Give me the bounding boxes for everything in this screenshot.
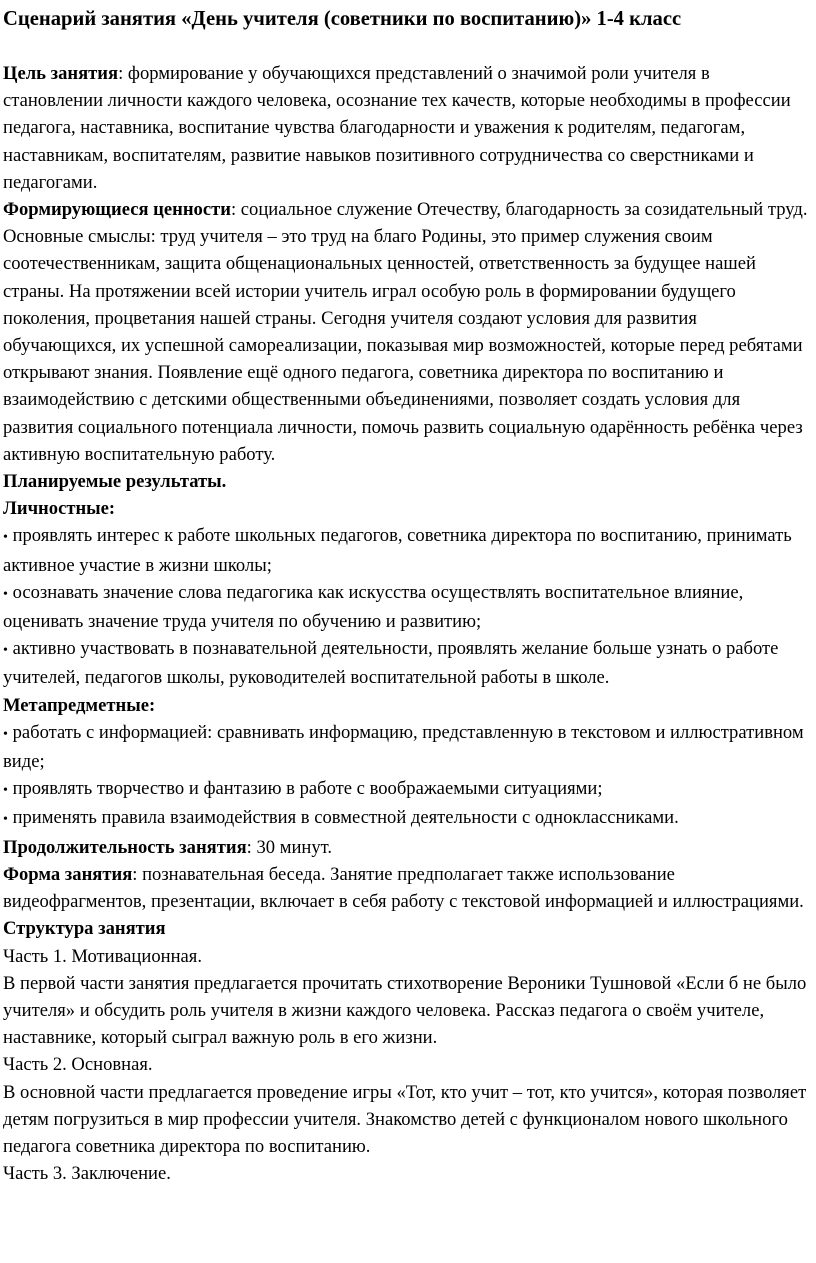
part3-title: Часть 3. Заключение. <box>3 1163 171 1185</box>
personal-heading: Личностные: <box>3 498 116 520</box>
list-item <box>3 804 812 833</box>
list-item-text: проявлять творчество и фантазию в работе с воображаемыми ситуациями; <box>12 778 603 800</box>
goal-label: Цель занятия <box>3 63 119 84</box>
form-text: : познавательная беседа. Занятие предполагает также использование видеофрагментов, презентации, включает в себя работу с текстовой информацией и иллюстрациями. <box>3 863 804 913</box>
list-item-text: проявлять интерес к работе школьных педагогов, советника директора по воспитанию, принимать активное участие в жизни школы; <box>3 525 792 576</box>
bullet-icon: • <box>3 643 8 659</box>
structure-heading: Структура занятия <box>3 918 166 940</box>
meanings-paragraph: Основные смыслы: труд учителя – это труд на благо Родины, это пример служения своим соотечественникам, защита общенациональных ценностей, ответственность за будущее нашей страны. На протяжении всей истории учитель играл особую роль в формировании будущего поколения, процветания нашей страны. Сегодня учителя создают условия для развития обучающихся, их успешной самореализации, показывая мир возможностей, которые перед ребятами открывают знания. Появление ещё одного педагога, советника директора по воспитанию и взаимодействию с детскими общественными объединениями, позволяет создать условия для развития социального потенциала личности, помочь развить социальную одарённость ребёнка через активную воспитательную работу. <box>3 226 803 465</box>
goal-paragraph <box>3 60 812 196</box>
list-item-text: осознавать значение слова педагогика как искусства осуществлять воспитательное влияние, оценивать значение труда учителя по обучению и развитию; <box>3 581 744 633</box>
goal-text: : формирование у обучающихся представлений о значимой роли учителя в становлении личности каждого человека, осознание тех качеств, которые необходимы в профессии педагога, наставника, воспитание чувства благодарности и уважения к родителям, педагогам, наставникам, воспитателям, развитие навыков позитивного сотрудничества со сверстниками и педагогами. <box>3 63 791 193</box>
duration-label: Продолжительность занятия <box>3 836 247 858</box>
bullet-icon: • <box>3 726 8 742</box>
list-item <box>3 775 812 804</box>
values-text: : социальное служение Отечеству, благодарность за созидательный труд. <box>230 199 808 221</box>
list-item <box>3 522 812 578</box>
bullet-icon: • <box>3 812 8 828</box>
values-paragraph <box>3 196 812 223</box>
part2-title: Часть 2. Основная. <box>3 1054 153 1076</box>
list-item <box>3 579 812 635</box>
document-title: Сценарий занятия «День учителя (советники по воспитанию)» 1-4 класс <box>3 8 682 30</box>
part2-text: В основной части предлагается проведение игры «Тот, кто учит – тот, кто учится», которая позволяет детям погрузиться в мир профессии учителя. Знакомство детей с функционалом нового школьного педагога советника директора по воспитанию. <box>3 1081 807 1157</box>
list-item <box>3 719 812 775</box>
duration-text: : 30 минут. <box>246 836 333 858</box>
duration-paragraph <box>3 834 812 861</box>
list-item-text: активно участвовать в познавательной деятельности, проявлять желание больше узнать о работе учителей, педагогов школы, руководителей воспитательной работы в школе. <box>3 638 779 689</box>
form-paragraph <box>3 861 812 915</box>
bullet-icon: • <box>3 530 8 546</box>
results-heading: Планируемые результаты. <box>3 471 227 493</box>
part1-text: В первой части занятия предлагается прочитать стихотворение Вероники Тушновой «Если б не было учителя» и обсудить роль учителя в жизни каждого человека. Рассказ педагога о своём учителе, наставнике, который сыграл важную роль в его жизни. <box>3 972 807 1049</box>
bullet-icon: • <box>3 586 8 602</box>
part1-title: Часть 1. Мотивационная. <box>3 945 202 967</box>
bullet-icon: • <box>3 783 8 799</box>
meta-heading: Метапредметные: <box>3 694 156 716</box>
list-item <box>3 635 812 691</box>
list-item-text: применять правила взаимодействия в совместной деятельности с одноклассниками. <box>12 807 679 829</box>
list-item-text: работать с информацией: сравнивать информацию, представленную в текстовом и иллюстративном виде; <box>3 721 804 773</box>
form-label: Форма занятия <box>3 863 133 885</box>
values-label: Формирующиеся ценности <box>3 199 231 221</box>
